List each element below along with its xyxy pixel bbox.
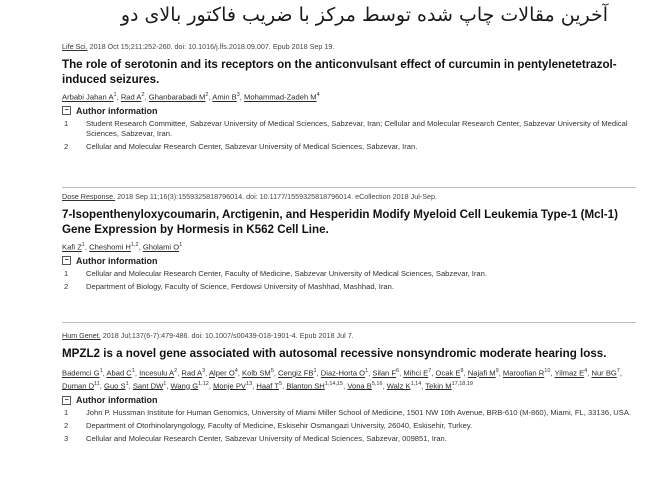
affiliation-number: 2	[64, 421, 69, 431]
author-link[interactable]: Cengiz FB	[278, 368, 314, 378]
citation-line	[62, 192, 636, 201]
author-link[interactable]: Bademci G	[62, 368, 100, 378]
affiliation-item	[62, 421, 636, 431]
author-link[interactable]: Wang G	[170, 381, 199, 391]
affiliation-number: 2	[64, 281, 69, 291]
divider	[62, 187, 636, 188]
author-affiliation-sup: 1	[125, 380, 129, 387]
author-information-label: Author information	[76, 105, 158, 116]
author-affiliation-sup: 1,12	[198, 380, 209, 387]
author-affiliation-sup: 1	[313, 368, 317, 374]
author-affiliation-sup: 3	[202, 368, 206, 374]
author-affiliation-sup: 9	[495, 368, 499, 374]
article-2	[62, 192, 636, 295]
author-link[interactable]: Kolb SM	[242, 368, 271, 378]
divider	[62, 322, 636, 323]
author-affiliation-sup: 7	[616, 368, 620, 374]
author-affiliation-sup: 1	[179, 242, 183, 248]
affiliation-text: Student Research Committee, Sabzevar University of Medical Sciences, Sabzevar, Iran; Cellular and Molecular Research Center, Sabzevar University of Medical Sciences, Sabzevar, Iran.	[86, 118, 628, 138]
author-affiliation-sup: 2	[141, 92, 145, 98]
citation-details: 2018 Oct 15;211:252-260. doi: 10.1016/j.lfs.2018.09.007. Epub 2018 Sep 19.	[87, 42, 335, 51]
author-affiliation-sup: 10	[544, 368, 551, 374]
author-affiliation-sup: 1	[365, 368, 369, 374]
author-information-label: Author information	[76, 395, 158, 406]
author-link[interactable]: Alper O	[208, 368, 235, 378]
author-link[interactable]: Guo S	[104, 381, 126, 391]
collapse-icon: −	[62, 106, 71, 115]
affiliation-number: 1	[64, 268, 69, 278]
author-link[interactable]: Duman D	[62, 381, 95, 391]
author-link[interactable]: Diaz-Horta O	[320, 368, 366, 378]
author-link[interactable]: Blanton SH	[286, 381, 325, 391]
author-affiliation-sup: 1	[99, 368, 103, 374]
collapse-icon: −	[62, 256, 71, 265]
author-link[interactable]: Haaf T	[256, 381, 280, 391]
author-affiliation-sup: 4	[584, 368, 588, 374]
journal-link[interactable]: Dose Response.	[62, 192, 116, 201]
author-affiliation-sup: 1,14,15	[324, 380, 344, 387]
article-title[interactable]: MPZL2 is a novel gene associated with autosomal recessive nonsyndromic moderate hearing loss.	[62, 347, 607, 360]
author-affiliation-sup: 1	[81, 242, 85, 248]
author-affiliation-sup: 2	[205, 92, 209, 98]
author-affiliation-sup: 2	[174, 368, 178, 374]
author-link[interactable]: Monje PV	[213, 381, 247, 391]
affiliation-list	[62, 119, 636, 152]
author-link[interactable]: Yilmaz E	[554, 368, 585, 378]
affiliation-list	[62, 408, 636, 444]
author-affiliation-sup: 6	[396, 368, 400, 374]
author-affiliation-sup: 5	[279, 380, 283, 387]
affiliation-item	[62, 269, 636, 279]
author-link[interactable]: Sant DW	[132, 381, 164, 391]
article-title[interactable]: 7-Isopenthenyloxycoumarin, Arctigenin, and Hesperidin Modify Myeloid Cell Leukemia Type-1 (Mcl-1) Gene Expression by Hormesis in K562 Cell Line.	[62, 208, 618, 236]
article-1	[62, 42, 636, 155]
affiliation-item	[62, 282, 636, 292]
author-affiliation-sup: 7	[428, 368, 432, 374]
affiliation-item	[62, 408, 636, 418]
author-affiliation-sup: 1	[163, 380, 167, 387]
author-list: Arbabi Jahan $A^1$, Rad $A^2$, Ghanbarabadi $M^2$, Amin $B^3$, Mohammad-Zadeh $M^4$	[62, 92, 320, 102]
citation-details: 2018 Sep 11;16(3):1559325818796014. doi: 10.1177/1559325818796014. eCollection 2018 Jul-Sep.	[115, 192, 437, 201]
author-link[interactable]: Tekin M	[425, 381, 452, 391]
author-affiliation-sup: 1	[113, 92, 117, 98]
author-affiliation-sup: 8	[460, 368, 464, 374]
journal-link[interactable]: Hum Genet.	[62, 331, 101, 340]
author-list: Kafi $Z^1$, Cheshomi H$^{1,2}$, Gholami $O^1$	[62, 242, 183, 252]
author-link[interactable]: Ghanbarabadi M	[148, 92, 206, 102]
affiliation-text: Cellular and Molecular Research Center, Sabzevar University of Medical Sciences, Sabzevar, 009851, Iran.	[86, 434, 447, 444]
author-affiliation-sup: 1,2	[130, 242, 139, 248]
journal-link[interactable]: Life Sci.	[62, 42, 88, 51]
citation-line	[62, 331, 636, 340]
author-link[interactable]: Ocak E	[435, 368, 461, 378]
slide-title: آخرین مقالات چاپ شده توسط مرکز با ضریب فاکتور بالای دو	[120, 4, 608, 26]
author-link[interactable]: Kafi Z	[62, 242, 82, 252]
author-affiliation-sup: 11	[94, 380, 100, 387]
article-title[interactable]: The role of serotonin and its receptors on the anticonvulsant effect of curcumin in pentylenetetrazol-induced seizures.	[62, 58, 617, 86]
author-link[interactable]: Maroofian R	[502, 368, 545, 378]
author-link[interactable]: Gholami O	[142, 242, 180, 252]
author-affiliation-sup: 5,16	[371, 380, 383, 387]
citation-details: 2018 Jul;137(6-7):479-486. doi: 10.1007/s00439-018-1901-4. Epub 2018 Jul 7.	[100, 331, 354, 340]
affiliation-text: Department of Biology, Faculty of Science, Ferdowsi University of Mashhad, Mashhad, Iran.	[86, 281, 394, 291]
affiliation-number: 3	[64, 434, 69, 444]
affiliation-list	[62, 269, 636, 292]
author-link[interactable]: Walz K	[386, 381, 411, 391]
author-link[interactable]: Najafi M	[467, 368, 496, 378]
affiliation-number: 1	[64, 118, 69, 128]
author-link[interactable]: Silan F	[372, 368, 397, 378]
author-affiliation-sup: 3	[236, 92, 240, 98]
author-link[interactable]: Nur BG	[591, 368, 617, 378]
author-link[interactable]: Arbabi Jahan A	[62, 92, 114, 102]
author-link[interactable]: Mihci E	[403, 368, 429, 378]
author-information-toggle[interactable]	[62, 256, 636, 266]
author-information-toggle[interactable]	[62, 106, 636, 116]
affiliation-text: Cellular and Molecular Research Center, Faculty of Medicine, Sabzevar University of Medical Sciences, Sabzevar, Iran.	[86, 268, 487, 278]
author-link[interactable]: Abad C	[106, 368, 132, 378]
author-link[interactable]: Rad A	[181, 368, 203, 378]
author-link[interactable]: Incesulu A	[139, 368, 175, 378]
affiliation-number: 2	[64, 141, 69, 151]
author-affiliation-sup: 5	[270, 368, 274, 374]
affiliation-text: Cellular and Molecular Research Center, Sabzevar University of Medical Sciences, Sabzevar, Iran.	[86, 141, 418, 151]
author-information-toggle[interactable]	[62, 395, 636, 405]
author-link[interactable]: Rad A	[120, 92, 142, 102]
author-affiliation-sup: 13	[246, 380, 253, 387]
author-affiliation-sup: 1,14	[410, 380, 422, 387]
author-list: Bademci $G^1$, Abad $C^1$, Incesulu $A^2$, Rad $A^3$, Alper $O^4$, Kolb $SM^5$, Cengiz $FB^1$, Diaz-Horta $O^1$, Silan $F^6$, Mihci $E^7$, Ocak $E^8$, Najafi $M^9$, Maroofian $R^{10}$, Yilmaz $E^4$, Nur $BG^7$, Duman $D^{11}$, Guo $S^1$, Sant $DW^1$, Wang G$^{1,12}$, Monje PV$^{13}$, Haaf $T^5$, Blanton SH$^{1,14,15}$, Vona B$^{5,16}$, Walz K$^{1,14}$, Tekin M$^{17,18,19}$	[62, 368, 622, 391]
affiliation-text: Department of Otorhinolaryngology, Faculty of Medicine, Eskisehir Osmangazi University, 26040, Eskisehir, Turkey.	[86, 421, 473, 431]
author-information-label: Author information	[76, 255, 158, 266]
author-link[interactable]: Vona B	[347, 381, 372, 391]
author-affiliation-sup: 4	[234, 368, 238, 374]
affiliation-number: 1	[64, 408, 69, 418]
author-link[interactable]: Cheshomi H	[89, 242, 131, 252]
author-link[interactable]: Mohammad-Zadeh M	[244, 92, 317, 102]
affiliation-text: John P. Hussman Institute for Human Genomics, University of Miami Miller School of Medicine, 1501 NW 10th Avenue, BRB-610 (M-860), Miami, FL, 33136, USA.	[86, 408, 632, 418]
affiliation-item	[62, 434, 636, 444]
affiliation-item	[62, 142, 636, 152]
author-link[interactable]: Amin B	[212, 92, 237, 102]
affiliation-item	[62, 119, 636, 139]
citation-line	[62, 42, 636, 51]
article-3	[62, 331, 636, 447]
author-affiliation-sup: 4	[316, 92, 320, 98]
author-affiliation-sup: 17,18,19	[451, 380, 473, 387]
collapse-icon: −	[62, 396, 71, 405]
author-affiliation-sup: 1	[131, 368, 135, 374]
